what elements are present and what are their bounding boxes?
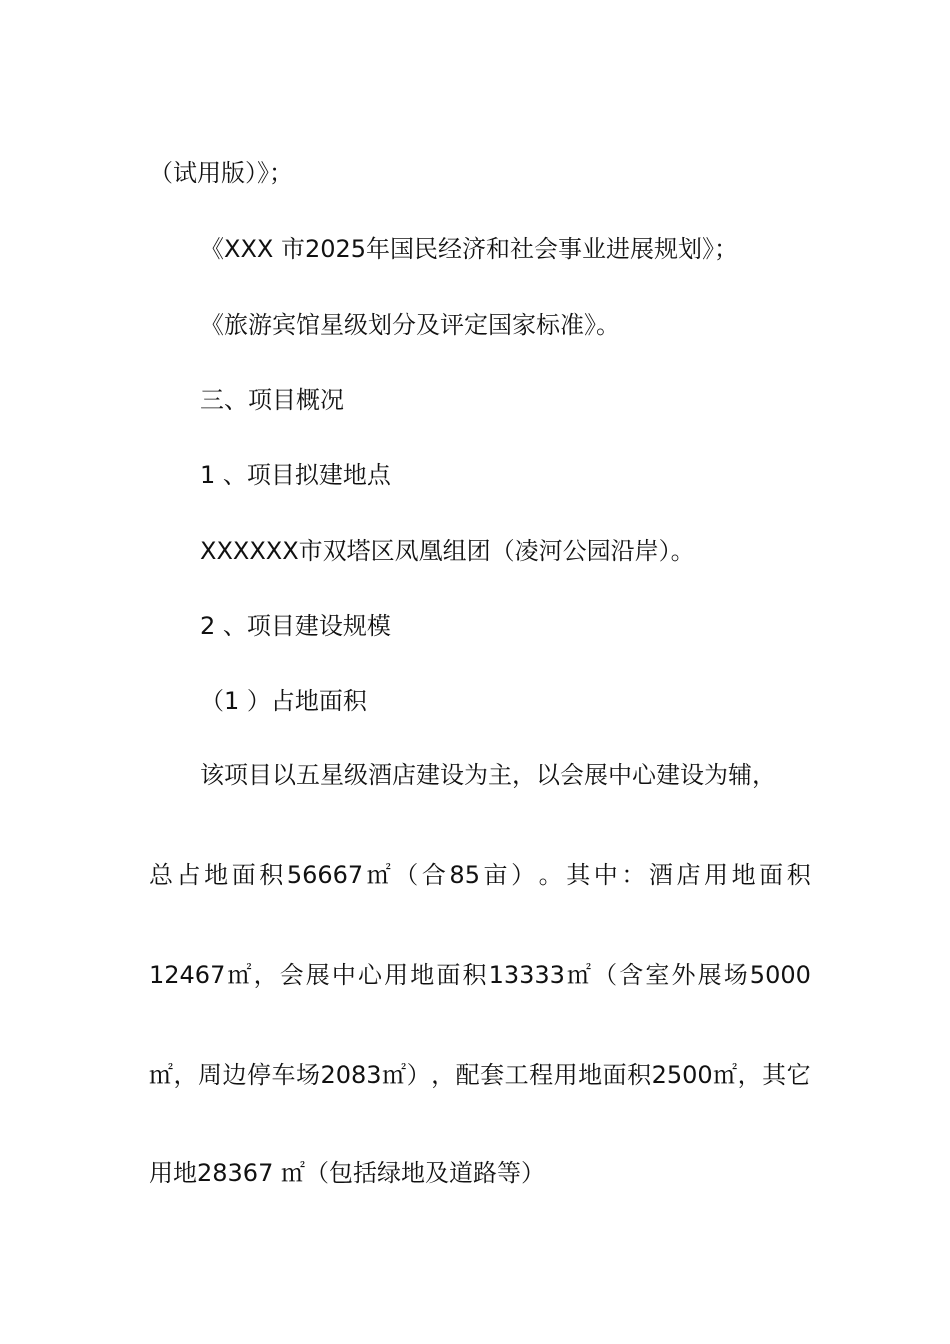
glyph: 酒 [648, 861, 673, 889]
text-line-1: （试用版）》； [149, 159, 293, 187]
glyph: 地 [731, 861, 756, 889]
glyph: ， [737, 1061, 762, 1089]
glyph: ㎡ [149, 1061, 173, 1089]
glyph: 其 [762, 1061, 787, 1089]
glyph: ㎡ [366, 861, 391, 889]
glyph: 面 [759, 861, 784, 889]
text-line-3: 《旅游宾馆星级划分及评定国家标准》。 [200, 311, 620, 339]
glyph: 用 [553, 1061, 578, 1089]
glyph: ㎡ [567, 961, 592, 989]
glyph: 程 [529, 1061, 554, 1089]
paragraph-line-4 [149, 1060, 811, 1090]
text-line-2: 《XXX 市2025年国民经济和社会事业进展规划》； [200, 235, 739, 263]
glyph: 12467 [149, 961, 226, 989]
paragraph-line-1: 该项目以五星级酒店建设为主，以会展中心建设为辅， [200, 761, 776, 789]
glyph: 套 [480, 1061, 505, 1089]
glyph: （ [593, 961, 618, 989]
glyph: 外 [671, 961, 696, 989]
glyph: 它 [786, 1061, 811, 1089]
paragraph-line-5: 用地28367 ㎡（包括绿地及道路等） [149, 1159, 545, 1187]
glyph: 展 [305, 961, 330, 989]
glyph: 85 [449, 861, 480, 889]
subsubsection-heading: （1 ）占地面积 [200, 687, 367, 715]
paragraph-line-3 [149, 960, 811, 990]
glyph: 展 [697, 961, 722, 989]
glyph: 面 [602, 1061, 627, 1089]
glyph: 其 [566, 861, 591, 889]
glyph: 周 [198, 1061, 222, 1089]
glyph: 用 [704, 861, 729, 889]
glyph: 车 [271, 1061, 296, 1089]
glyph: ㎡ [227, 961, 252, 989]
glyph: 工 [504, 1061, 529, 1089]
glyph: ㎡ [713, 1061, 738, 1089]
glyph: 积 [786, 861, 811, 889]
glyph: 面 [436, 961, 461, 989]
glyph: 配 [455, 1061, 480, 1089]
glyph: 停 [247, 1061, 271, 1089]
glyph: 中 [331, 961, 356, 989]
glyph: 合 [421, 861, 446, 889]
glyph: ， [253, 961, 278, 989]
glyph: 占 [176, 861, 201, 889]
glyph: 店 [676, 861, 701, 889]
glyph: ， [431, 1061, 456, 1089]
glyph: 13333 [488, 961, 565, 989]
glyph: （ [394, 861, 419, 889]
glyph: 中 [593, 861, 618, 889]
text-line-location: XXXXXX市双塔区凤凰组团（凌河公园沿岸）。 [200, 537, 695, 565]
glyph: 含 [619, 961, 644, 989]
paragraph-line-2 [149, 860, 811, 890]
glyph: 室 [645, 961, 670, 989]
glyph: ） [406, 1061, 431, 1089]
glyph: 积 [627, 1061, 652, 1089]
glyph: 地 [204, 861, 229, 889]
glyph: 积 [462, 961, 487, 989]
glyph: 地 [410, 961, 435, 989]
glyph: 亩 [483, 861, 508, 889]
glyph: 地 [578, 1061, 603, 1089]
glyph: ㎡ [382, 1061, 407, 1089]
glyph: 面 [231, 861, 256, 889]
glyph: 场 [723, 961, 748, 989]
glyph: 场 [296, 1061, 320, 1089]
glyph: ， [173, 1061, 198, 1089]
section-heading: 三、项目概况 [200, 386, 344, 414]
subsection-heading-1: 1 、项目拟建地点 [200, 461, 391, 489]
glyph: 用 [384, 961, 409, 989]
glyph: ） [511, 861, 536, 889]
glyph: 心 [358, 961, 383, 989]
glyph: 2083 [320, 1061, 382, 1089]
glyph: 积 [259, 861, 284, 889]
glyph: 5000 [749, 961, 811, 989]
glyph: 会 [279, 961, 304, 989]
glyph: 56667 [286, 861, 364, 889]
subsection-heading-2: 2 、项目建设规模 [200, 612, 391, 640]
glyph: 2500 [651, 1061, 713, 1089]
glyph: 。 [538, 861, 563, 889]
glyph: 总 [149, 861, 173, 889]
glyph: 边 [222, 1061, 247, 1089]
glyph: ： [621, 861, 646, 889]
